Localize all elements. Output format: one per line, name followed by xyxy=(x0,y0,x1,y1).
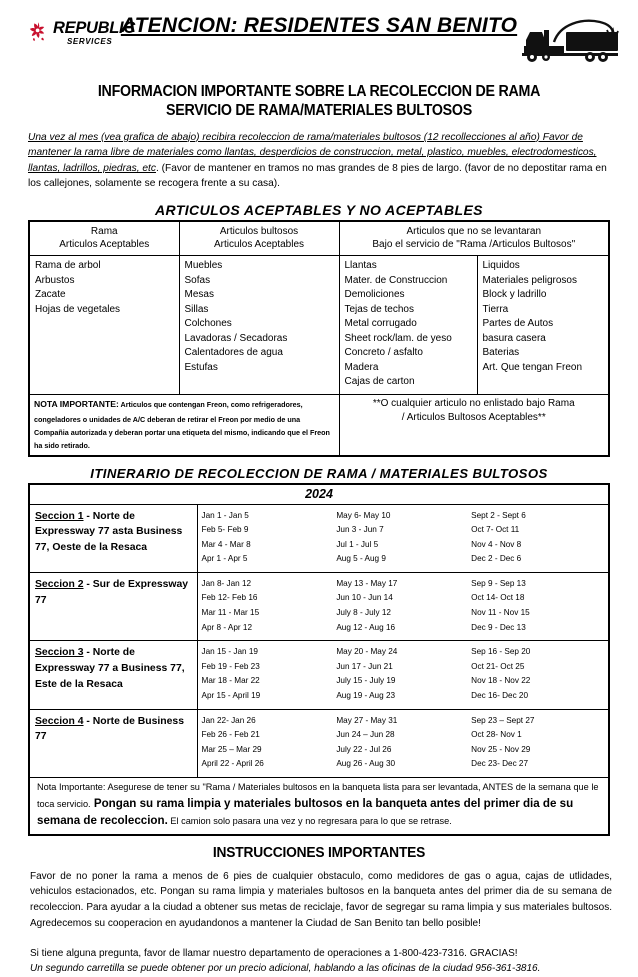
date-range: Oct 14- Oct 18 xyxy=(471,593,525,603)
date-range: Sep 9 - Sep 13 xyxy=(471,578,526,588)
date-range: Aug 12 - Aug 16 xyxy=(336,622,396,632)
section-3-dates xyxy=(197,641,609,709)
date-range: Nov 18 - Nov 22 xyxy=(471,676,531,686)
date-range: Mar 11 - Mar 15 xyxy=(201,608,260,618)
itinerary-table xyxy=(28,483,610,836)
table-row xyxy=(29,572,609,640)
date-range: Jan 1 - Jan 5 xyxy=(201,510,249,520)
items-col2-cell xyxy=(179,256,339,395)
table-row xyxy=(29,709,609,777)
date-range: Jan 22- Jan 26 xyxy=(201,715,256,725)
star-note-line2: / Articulos Bultosos Aceptables** xyxy=(401,412,546,424)
section-4-desc: - Norte de Business 77 xyxy=(35,715,184,743)
bottom-note-part1: Nota Importante: Asegurese de tener su "Rama / Materiales bultosos en la banqueta lista para ser levantada, ANTES de la semana que le toca servicio. xyxy=(37,782,599,809)
closing-paragraph xyxy=(30,946,612,977)
date-range: May 20 - May 24 xyxy=(336,647,398,657)
list-item: Mater. de Construccion xyxy=(344,274,448,286)
date-range: May 6- May 10 xyxy=(336,510,391,520)
instructions-body: Favor de no poner la rama a menos de 6 pies de cualquier obstaculo, como medidores de gas o agua, cajas de utlidades, vehiculos estacionados, etc. Pongan su rama limpia y materiales bultosos en la banqueta antes del primer dia de su semana de recoleccion. Para ayudar a la ciudad a obtener sus metas de reciclaje, favor de segregar su rama limpia y sus materiales bultosos. Agredecemos su cooperacion en ayudandonos a mantener la Ciudad de San Benito tan bello posible! xyxy=(30,870,612,929)
section-1-dates xyxy=(197,504,609,572)
section-2-desc: - Sur de Expressway 77 xyxy=(35,578,189,606)
items-col2-header-l2: Articulos Aceptables xyxy=(213,239,305,250)
star-note-cell xyxy=(339,394,609,455)
list-item: Block y ladrillo xyxy=(482,289,547,301)
republic-star-icon xyxy=(26,21,50,45)
date-range: Aug 5 - Aug 9 xyxy=(336,554,386,564)
section-1-desc: - Norte de Expressway 77 asta Business 77, Oeste de la Resaca xyxy=(35,510,183,554)
section-2-label: Seccion 2 xyxy=(35,578,84,590)
list-item: Zacate xyxy=(35,289,66,301)
items-col3-header-l2: Bajo el servicio de "Rama /Articulos Bultosos" xyxy=(372,239,576,250)
list-item: Baterias xyxy=(482,347,520,359)
date-range: Sep 23 – Sept 27 xyxy=(471,715,535,725)
date-range: Apr 1 - Apr 5 xyxy=(201,554,248,564)
date-range: Jun 3 - Jun 7 xyxy=(336,525,384,535)
date-range: Dec 16- Dec 20 xyxy=(471,691,529,701)
page-header xyxy=(0,0,638,78)
section-2-dates xyxy=(197,572,609,640)
list-item: Art. Que tengan Freon xyxy=(482,361,583,373)
freon-note-lead: NOTA IMPORTANTE: xyxy=(34,398,119,409)
items-header-row xyxy=(29,221,609,256)
date-range: Jun 17 - Jun 21 xyxy=(336,661,393,671)
list-item: Materiales peligrosos xyxy=(482,274,577,286)
date-range: Dec 2 - Dec 6 xyxy=(471,554,522,564)
list-item: Calentadores de agua xyxy=(184,347,283,359)
logo-sub-text: SERVICES xyxy=(67,36,113,46)
items-col1-header xyxy=(29,221,179,256)
items-col2-header xyxy=(179,221,339,256)
date-range: July 8 - July 12 xyxy=(336,608,391,618)
items-col3-header-l1: Articulos que no se levantaran xyxy=(406,225,542,237)
itinerary-bottom-note xyxy=(29,778,609,835)
section-1-name xyxy=(29,504,197,572)
republic-services-logo xyxy=(26,20,135,46)
section-3-label: Seccion 3 xyxy=(35,647,84,659)
items-note-row xyxy=(29,394,609,455)
date-range: Apr 8 - Apr 12 xyxy=(201,622,253,632)
list-item: Rama de arbol xyxy=(35,260,101,272)
list-item: Demoliciones xyxy=(344,289,405,301)
list-item: Sillas xyxy=(184,303,209,315)
items-col3-header xyxy=(339,221,609,256)
star-note-line1: **O cualquier articulo no enlistado bajo Rama xyxy=(372,397,575,409)
items-col3-cell xyxy=(339,256,477,395)
items-col2-header-l1: Articulos bultosos xyxy=(219,225,299,237)
date-range: Oct 28- Nov 1 xyxy=(471,730,522,740)
table-row xyxy=(29,641,609,709)
list-item: Mesas xyxy=(184,289,214,301)
date-range: Nov 11 - Nov 15 xyxy=(471,608,530,618)
list-item: Tejas de techos xyxy=(344,303,414,315)
table-row xyxy=(29,504,609,572)
list-item: Estufas xyxy=(184,361,218,373)
date-range: Aug 26 - Aug 30 xyxy=(336,759,396,769)
bottom-note-emphasis: Pongan su rama limpia y materiales bultosos en la banqueta antes del primer dia de su semana de recoleccion. xyxy=(37,796,574,828)
itinerary-year: 2024 xyxy=(29,484,609,505)
date-range: Feb 12- Feb 16 xyxy=(201,593,258,603)
items-body-row xyxy=(29,256,609,395)
intro-underlined-text: Una vez al mes (vea grafica de abajo) recibira recoleccion de rama/materiales bultosos (12 recollecciones al año) Favor de mantener la rama libre de materiales como llantas, desperdicios de construccion, metal, plastico, muebles, electrodomesticos, llantas, ladrillos, piedras, etc xyxy=(28,131,597,174)
date-range: Apr 15 - April 19 xyxy=(201,691,261,701)
acceptable-items-table xyxy=(28,220,610,457)
not-collected-list-b xyxy=(483,259,605,375)
instructions-title: INSTRUCCIONES IMPORTANTES xyxy=(212,844,426,861)
date-range: Jan 15 - Jan 19 xyxy=(201,647,258,657)
list-item: Partes de Autos xyxy=(482,318,554,330)
freon-note-cell xyxy=(29,394,339,455)
date-range: May 13 - May 17 xyxy=(336,578,398,588)
intro-paragraph xyxy=(28,130,616,192)
date-range: Aug 19 - Aug 23 xyxy=(336,691,396,701)
items-col1-cell xyxy=(29,256,179,395)
closing-italic-text: Un segundo carretilla se puede obtener por un precio adicional, hablando a las oficinas de la ciudad 956-361-3816. xyxy=(30,963,541,975)
date-range: Mar 4 - Mar 8 xyxy=(201,539,251,549)
date-range: Dec 9 - Dec 13 xyxy=(471,622,526,632)
date-range: Nov 25 - Nov 29 xyxy=(471,744,531,754)
date-range: Mar 25 – Mar 29 xyxy=(201,744,262,754)
list-item: Sofas xyxy=(184,274,211,286)
date-range: Feb 19 - Feb 23 xyxy=(201,661,260,671)
items-col1-header-l1: Rama xyxy=(90,225,118,237)
date-range: Feb 26 - Feb 21 xyxy=(201,730,260,740)
section-4-name xyxy=(29,709,197,777)
date-range: Jul 1 - Jul 5 xyxy=(336,539,379,549)
list-item: Metal corrugado xyxy=(344,318,417,330)
subtitle-line-1: INFORMACION IMPORTANTE SOBRE LA RECOLECCION DE RAMA xyxy=(97,83,541,100)
section-4-label: Seccion 4 xyxy=(35,715,84,727)
intro-plain-text: . (Favor de mantener en tramos no mas grandes de 8 pies de largo. (favor de no depostitar rama en los callejones, solamente se recogera frente a su casa). xyxy=(28,162,607,190)
date-range: Sept 2 - Sept 6 xyxy=(471,510,526,520)
date-range: April 22 - April 26 xyxy=(201,759,264,769)
list-item: Liquidos xyxy=(482,260,520,272)
list-item: Arbustos xyxy=(35,274,75,286)
subtitle-line-2: SERVICIO DE RAMA/MATERIALES BULTOSOS xyxy=(166,101,472,119)
page-title: ATENCION: RESIDENTES SAN BENITO xyxy=(120,14,518,37)
date-range: Oct 21- Oct 25 xyxy=(471,661,525,671)
rama-acceptable-list xyxy=(35,259,175,317)
grapple-truck-icon xyxy=(508,16,630,66)
not-collected-list-a xyxy=(345,259,473,390)
list-item: Muebles xyxy=(184,260,223,272)
list-item: basura casera xyxy=(482,332,546,344)
date-range: July 22 - Jul 26 xyxy=(336,744,392,754)
date-range: Jun 10 - Jun 14 xyxy=(336,593,393,603)
date-range: May 27 - May 31 xyxy=(336,715,398,725)
itinerary-year-row xyxy=(29,484,609,505)
date-range: Mar 18 - Mar 22 xyxy=(201,676,260,686)
date-range: July 15 - July 19 xyxy=(336,676,396,686)
section-4-dates xyxy=(197,709,609,777)
date-range: Jun 24 – Jun 28 xyxy=(336,730,395,740)
bottom-note-part2: El camion solo pasara una vez y no regresara para lo que se retrase. xyxy=(167,816,452,827)
list-item: Lavadoras / Secadoras xyxy=(184,332,288,344)
section-1-label: Seccion 1 xyxy=(35,510,84,522)
freon-note-body: Articulos que contengan Freon, como refrigeradores, congeladores o unidades de A/C deberan de retirar el Freon por medio de una Compañia autorizada y deberan portar una etiqueta del mismo, indicando que el Freon ha sido retirado. xyxy=(34,399,330,451)
items-banner-title: ARTICULOS ACEPTABLES Y NO ACEPTABLES xyxy=(155,201,483,218)
list-item: Concreto / asfalto xyxy=(344,347,423,359)
date-range: Dec 23- Dec 27 xyxy=(471,759,529,769)
items-col1-header-l2: Articulos Aceptables xyxy=(59,239,150,250)
list-item: Sheet rock/lam. de yeso xyxy=(344,332,452,344)
list-item: Madera xyxy=(344,361,379,373)
list-item: Llantas xyxy=(344,260,377,272)
date-range: Jan 8- Jan 12 xyxy=(201,578,252,588)
date-range: Sep 16 - Sep 20 xyxy=(471,647,531,657)
list-item: Tierra xyxy=(482,303,509,315)
itinerary-note-row xyxy=(29,778,609,835)
date-range: Nov 4 - Nov 8 xyxy=(471,539,522,549)
section-3-desc: - Norte de Expressway 77 a Business 77, Este de la Resaca xyxy=(35,647,185,690)
closing-plain-text: Si tiene alguna pregunta, favor de llamar nuestro departamento de operaciones a 1-800-423-7316. GRACIAS! xyxy=(30,947,518,959)
items-col4-cell xyxy=(477,256,609,395)
list-item: Hojas de vegetales xyxy=(35,303,121,315)
bulky-acceptable-list xyxy=(185,259,335,375)
logo-brand-text: REPUBLIC xyxy=(53,19,135,37)
list-item: Cajas de carton xyxy=(344,376,415,388)
itinerary-banner-title: ITINERARIO DE RECOLECCION DE RAMA / MATERIALES BULTOSOS xyxy=(90,465,548,481)
list-item: Colchones xyxy=(184,318,232,330)
section-2-name xyxy=(29,572,197,640)
date-range: Feb 5- Feb 9 xyxy=(201,525,249,535)
date-range: Oct 7- Oct 11 xyxy=(471,525,520,535)
section-3-name xyxy=(29,641,197,709)
